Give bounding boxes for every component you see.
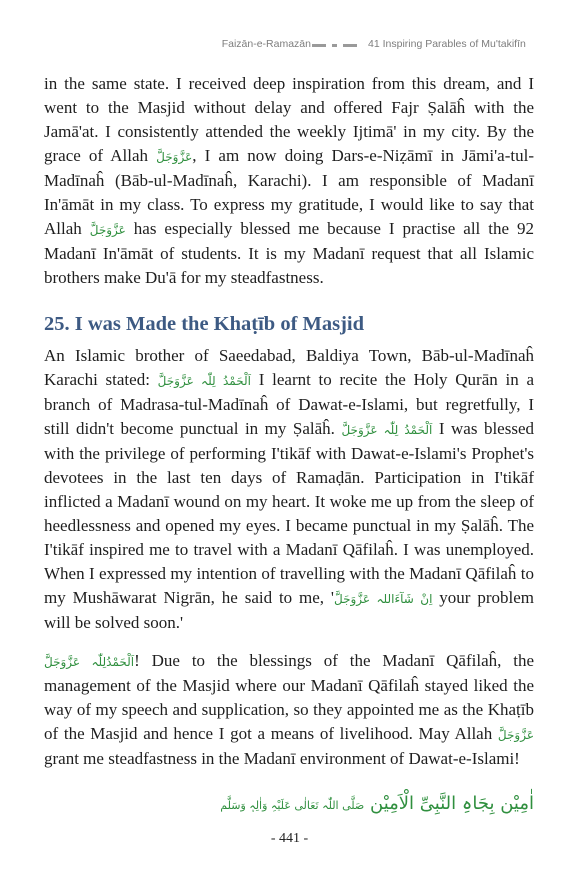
page-body [44,72,534,771]
arabic-phrase: عَزَّوَجَلَّ [89,223,126,237]
supplication-salutation: صَلَّی اللّٰہ تَعَالٰی عَلَیْہِ وَاٰلِہٖ وَسَلَّم [220,799,365,812]
paragraph-2-text-3: I was blessed with the privilege of performing I'tikāf with Dawat-e-Islami's Prophet's devotees in the last ten days of Ramaḍān. Participation in I'tikāf inflicted a Madanī wound on my heart. It woke me up from the sleep of heedlessness and opened my eyes. I became punctual in my Ṣalāĥ. The I'tikāf inspired me to travel with a Madanī Qāfilaĥ. I was unemployed. When I expressed my intention of travelling with the Madanī Qāfilaĥ to my Mushāwarat Nigrān, he said to me, ' [44,419,535,607]
arabic-phrase: اِنْ شَآءَاللہ عَزَّوَجَلَّ [334,592,433,606]
arabic-phrase: اَلْحَمْدُلِلّٰہ عَزَّوَجَلَّ [44,655,135,669]
arabic-phrase: اَلْحَمْدُ لِلّٰہ عَزَّوَجَلَّ [157,374,251,388]
supplication-main: اٰمِیْن بِجَاہِ النَّبِیِّ الْاَمِیْن [370,793,534,814]
paragraph-2 [44,344,534,635]
paragraph-1-text-3: has especially blessed me because I practise all the 92 Madanī In'āmāt of students. It is my Madanī request that all Islamic brothers make Du'ā for my steadfastness. [44,219,534,287]
header-chapter-title: 41 Inspiring Parables of Mu'takifīn [368,38,526,50]
arabic-phrase: اَلْحَمْدُ لِلّٰہ عَزَّوَجَلَّ [341,423,433,437]
paragraph-2-text-1: An Islamic brother of Saeedabad, Baldiya Town, Bāb-ul-Madīnaĥ Karachi stated: [44,346,534,389]
paragraph-3 [44,649,534,771]
paragraph-1-text-2: , I am now doing Dars-e-Niẓāmī in Jāmi'a-tul-Madīnaĥ (Bāb-ul-Madīnaĥ, Karachi). I am responsible of Madanī In'āmāt in my class. To express my gratitude, I would like to say that Allah [44,146,534,238]
header-separator [312,44,362,48]
arabic-phrase: عَزَّوَجَلَّ [156,150,193,164]
section-heading: 25. I was Made the Khaṭīb of Masjid [44,313,365,335]
running-header [0,38,579,54]
paragraph-2-text-2: I learnt to recite the Holy Qurān in a branch of Madrasa-tul-Madīnaĥ of Dawat-e-Islami, but regretfully, I still didn't become punctual in my Ṣalāĥ. [44,370,534,438]
paragraph-1-text-1: in the same state. I received deep inspiration from this dream, and I went to the Masjid without delay and offered Fajr Ṣalāĥ with the Jamā'at. I consistently attended the weekly Ijtimā' in my city. By the grace of Allah [44,74,534,165]
arabic-phrase: عَزَّوَجَلَّ [497,728,534,742]
paragraph-1 [44,72,534,290]
header-book-title: Faizān-e-Ramazān [221,38,311,50]
paragraph-2-text-4: your problem will be solved soon.' [44,588,534,632]
closing-supplication [220,793,534,814]
paragraph-3-text-2: grant me steadfastness in the Madanī environment of Dawat-e-Islami! [44,749,520,768]
paragraph-3-text-1: ! Due to the blessings of the Madanī Qāfilaĥ, the management of the Masjid where our Madanī Qāfilaĥ stayed liked the way of my speech and supplication, so they appointed me as the Khaṭīb of the Masjid and hence I got a means of livelihood. May Allah [44,651,534,743]
page-number: - 441 - [270,831,309,846]
